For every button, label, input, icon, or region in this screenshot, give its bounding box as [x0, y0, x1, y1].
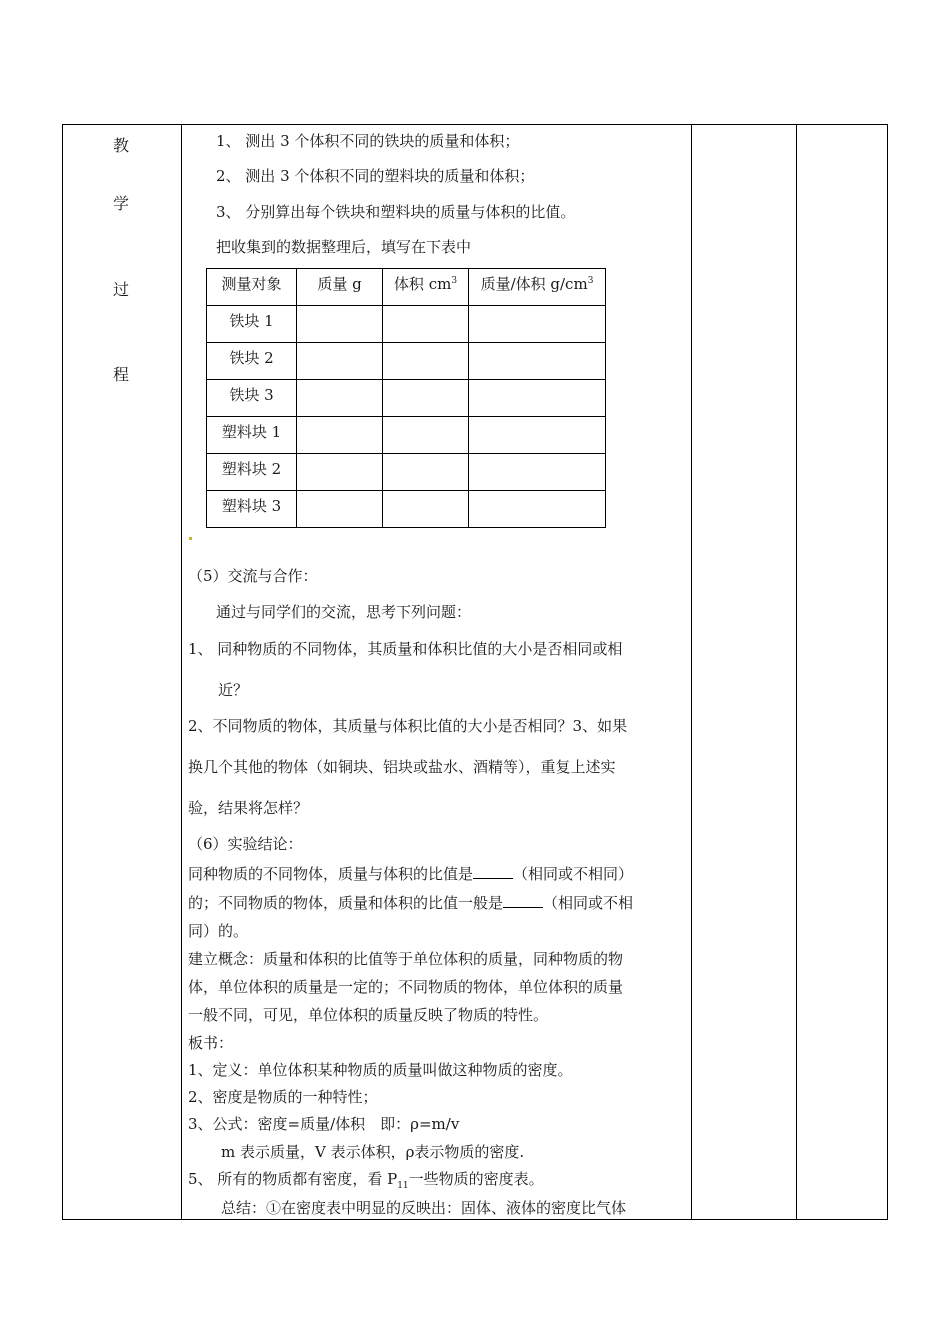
table-header-cell: 质量 g	[297, 269, 383, 306]
table-row-label: 铁块 2	[207, 343, 297, 380]
table-cell	[383, 380, 469, 417]
conclusion-line-1: 同种物质的不同物体，质量与体积的比值是 （相同或不相同）	[188, 865, 634, 883]
section-6-title: （6）实验结论：	[188, 835, 303, 853]
board-line-3: 3、公式：密度=质量/体积 即：ρ=m/v	[188, 1115, 460, 1133]
question-1-line-2: 近？	[218, 681, 249, 699]
board-title: 板书：	[188, 1034, 234, 1052]
table-cell	[297, 491, 383, 528]
concept-line-1: 建立概念：质量和体积的比值等于单位体积的质量，同种物质的物	[188, 950, 624, 968]
table-row-label: 塑料块 3	[207, 491, 297, 528]
question-2-line-1: 2、不同物质的物体，其质量与体积比值的大小是否相同？3、如果	[188, 717, 628, 735]
side-label-char: 教	[113, 136, 130, 155]
section-5-intro: 通过与同学们的交流，思考下列问题：	[216, 603, 472, 621]
question-1-line-1: 1、 同种物质的不同物体，其质量和体积比值的大小是否相同或相	[188, 640, 623, 658]
board-line-5: 5、 所有的物质都有密度，看 $P_{11}$一些物质的密度表。	[188, 1170, 544, 1191]
side-label-char: 过	[113, 280, 130, 299]
table-cell	[297, 454, 383, 491]
step-line: 3、 分别算出每个铁块和塑料块的质量与体积的比值。	[216, 203, 576, 221]
table-row-label: 塑料块 1	[207, 417, 297, 454]
data-table	[206, 268, 606, 528]
side-label-char: 学	[113, 194, 130, 213]
summary-line: 总结：①在密度表中明显的反映出：固体、液体的密度比气体	[221, 1199, 627, 1217]
table-cell	[297, 306, 383, 343]
table-cell	[469, 491, 606, 528]
table-cell	[469, 380, 606, 417]
conclusion-line-3: 同）的。	[188, 922, 249, 940]
table-cell	[383, 343, 469, 380]
table-row	[207, 454, 606, 491]
step-line: 2、 测出 3 个体积不同的塑料块的质量和体积；	[216, 167, 535, 185]
concept-line-3: 一般不同，可见，单位体积的质量反映了物质的特性。	[188, 1006, 549, 1024]
concept-line-2: 体，单位体积的质量是一定的；不同物质的物体，单位体积的质量	[188, 978, 624, 996]
table-header-cell: 体积 $cm^3$	[383, 269, 469, 306]
table-row	[207, 343, 606, 380]
table-cell	[469, 417, 606, 454]
table-header-row	[207, 269, 606, 306]
table-header-cell: 质量/体积 $g/cm^3$	[469, 269, 606, 306]
table-cell	[383, 306, 469, 343]
table-row	[207, 491, 606, 528]
column-divider	[691, 125, 692, 1219]
board-line-4: m 表示质量，V 表示体积，ρ表示物质的密度.	[221, 1143, 525, 1161]
table-cell	[469, 306, 606, 343]
table-cell	[383, 491, 469, 528]
table-cell	[469, 343, 606, 380]
side-label-char: 程	[113, 365, 130, 384]
question-2-line-2: 换几个其他的物体（如铜块、铝块或盐水、酒精等），重复上述实	[188, 758, 616, 776]
board-line-2: 2、密度是物质的一种特性；	[188, 1088, 378, 1106]
stray-mark	[189, 537, 192, 540]
table-row	[207, 306, 606, 343]
table-row-label: 铁块 3	[207, 380, 297, 417]
board-line-1: 1、定义：单位体积某种物质的质量叫做这种物质的密度。	[188, 1061, 573, 1079]
table-cell	[297, 343, 383, 380]
table-cell	[383, 454, 469, 491]
table-row	[207, 417, 606, 454]
question-2-line-3: 验，结果将怎样？	[188, 799, 309, 817]
table-cell	[297, 380, 383, 417]
table-row-label: 塑料块 2	[207, 454, 297, 491]
step-line: 1、 测出 3 个体积不同的铁块的质量和体积；	[216, 132, 520, 150]
table-intro: 把收集到的数据整理后，填写在下表中	[216, 238, 472, 256]
table-row	[207, 380, 606, 417]
table-cell	[469, 454, 606, 491]
column-divider	[181, 125, 182, 1219]
table-cell	[297, 417, 383, 454]
table-cell	[383, 417, 469, 454]
conclusion-line-2: 的；不同物质的物体，质量和体积的比值一般是 （相同或不相	[188, 894, 634, 912]
section-5-title: （5）交流与合作：	[188, 567, 318, 585]
table-header-cell: 测量对象	[207, 269, 297, 306]
column-divider	[796, 125, 797, 1219]
table-row-label: 铁块 1	[207, 306, 297, 343]
